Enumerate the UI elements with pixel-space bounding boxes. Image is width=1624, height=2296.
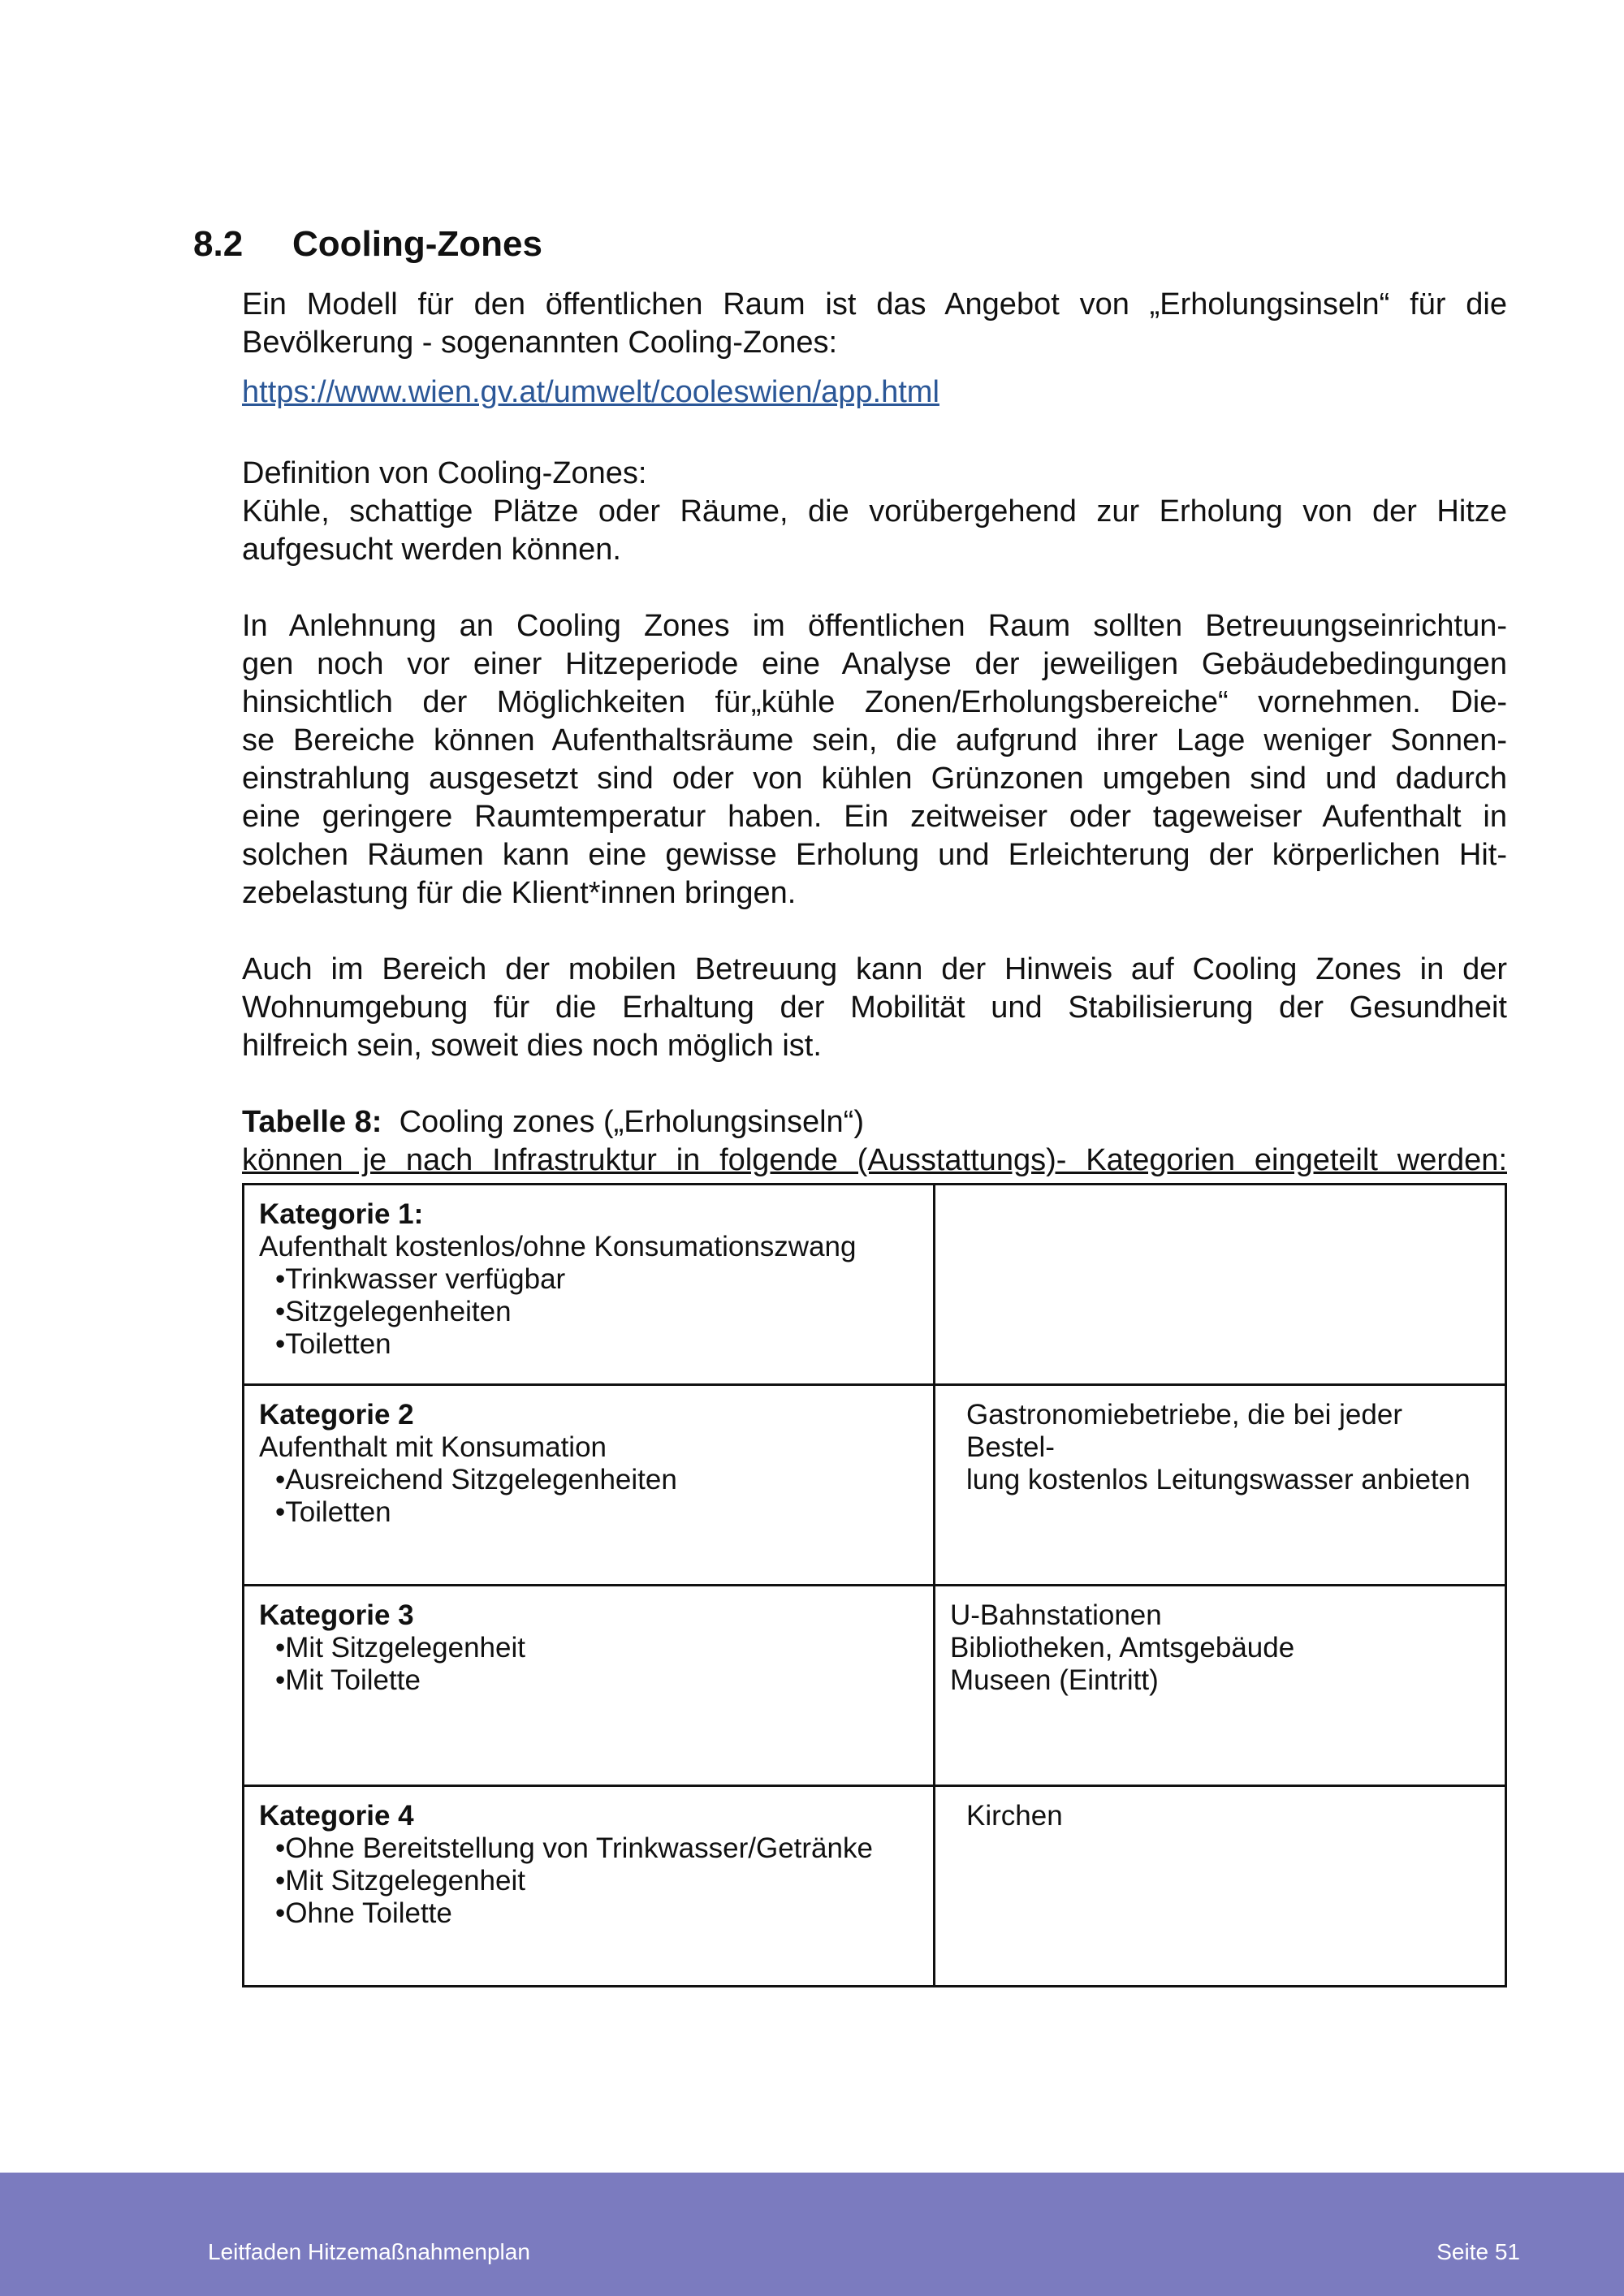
table-caption-title: Cooling zones („Erholungsinseln“) — [399, 1105, 864, 1139]
intro-paragraph — [242, 286, 1507, 362]
paragraph-mobile-care — [242, 951, 1507, 1065]
bullet-item: • Mit Sitzgelegenheit — [259, 1632, 918, 1664]
examples-cell — [935, 1185, 1506, 1385]
bullet-item: • Ohne Bereitstellung von Trinkwasser/Getränke — [259, 1832, 918, 1865]
paragraph1-line: In Anlehnung an Cooling Zones im öffentlichen Raum sollten Betreuungseinrichtun- — [242, 609, 1507, 643]
bullet-item: • Trinkwasser verfügbar — [259, 1263, 918, 1296]
section-number: 8.2 — [193, 224, 244, 264]
definition-paragraph — [242, 455, 1507, 569]
example-line: U-Bahnstationen — [950, 1599, 1162, 1631]
category-title: Kategorie 4 — [259, 1800, 414, 1832]
table-row — [244, 1185, 1506, 1385]
paragraph1-line: gen noch vor einer Hitzeperiode eine Analyse der jeweiligen Gebäudebedingungen — [242, 647, 1507, 681]
examples-cell — [935, 1786, 1506, 1987]
paragraph1-line: hinsichtlich der Möglichkeiten für„kühle Zonen/Erholungsbereiche“ vornehmen. Die- — [242, 685, 1507, 719]
definition-line-1: Kühle, schattige Plätze oder Räume, die vorübergehend zur Erholung von der Hitze — [242, 494, 1507, 529]
cooling-zones-table — [242, 1183, 1507, 1987]
example-line: lung kostenlos Leitungswasser anbieten — [966, 1464, 1471, 1495]
paragraph-analysis — [242, 607, 1507, 913]
category-cell — [244, 1586, 935, 1786]
paragraph1-line: eine geringere Raumtemperatur haben. Ein zeitweiser oder tageweiser Aufenthalt in — [242, 800, 1507, 834]
bullet-item: • Mit Sitzgelegenheit — [259, 1865, 918, 1897]
bullet-item: • Toiletten — [259, 1496, 918, 1529]
paragraph2-line: hilfreich sein, soweit dies noch möglich ist. — [242, 1029, 822, 1063]
category-cell — [244, 1185, 935, 1385]
paragraph2-line: Auch im Bereich der mobilen Betreuung kann der Hinweis auf Cooling Zones in der — [242, 952, 1507, 986]
bullet-item: • Mit Toilette — [259, 1664, 918, 1697]
footer-document-title: Leitfaden Hitzemaßnahmenplan — [208, 2239, 530, 2264]
intro-line-2: Bevölkerung - sogenannten Cooling-Zones: — [242, 326, 838, 360]
definition-label: Definition von Cooling-Zones: — [242, 456, 647, 490]
paragraph1-line: einstrahlung ausgesetzt sind oder von kühlen Grünzonen umgeben sind und dadurch — [242, 762, 1507, 796]
paragraph1-line: zebelastung für die Klient*innen bringen. — [242, 876, 797, 910]
definition-line-2: aufgesucht werden können. — [242, 533, 621, 567]
category-description: Aufenthalt mit Konsumation — [259, 1431, 607, 1463]
section-title: Cooling-Zones — [292, 224, 542, 264]
cooleswien-link[interactable]: https://www.wien.gv.at/umwelt/cooleswien/app.html — [242, 375, 939, 409]
table-row — [244, 1786, 1506, 1987]
category-title: Kategorie 1: — [259, 1198, 424, 1230]
example-line: Bibliotheken, Amtsgebäude — [950, 1632, 1295, 1664]
page-footer — [0, 2173, 1624, 2296]
table-caption-label: Tabelle 8: — [242, 1105, 382, 1139]
category-description: Aufenthalt kostenlos/ohne Konsumationszwang — [259, 1231, 857, 1262]
category-title: Kategorie 3 — [259, 1599, 414, 1631]
paragraph1-line: se Bereiche können Aufenthaltsräume sein, die aufgrund ihrer Lage weniger Sonnen- — [242, 723, 1507, 757]
table-row — [244, 1586, 1506, 1786]
section-heading — [193, 224, 542, 265]
examples-cell — [935, 1586, 1506, 1786]
bullet-item: • Toiletten — [259, 1328, 918, 1361]
footer-page-number: Seite 51 — [1436, 2239, 1520, 2264]
category-title: Kategorie 2 — [259, 1399, 414, 1431]
bullet-item: • Ohne Toilette — [259, 1897, 918, 1930]
table-caption — [242, 1103, 1507, 1180]
intro-line-1: Ein Modell für den öffentlichen Raum ist das Angebot von „Erholungsinseln“ für die — [242, 287, 1507, 322]
paragraph1-line: solchen Räumen kann eine gewisse Erholung und Erleichterung der körperlichen Hit- — [242, 838, 1507, 872]
category-cell — [244, 1385, 935, 1586]
example-line: Museen (Eintritt) — [950, 1664, 1159, 1696]
example-line: Gastronomiebetriebe, die bei jeder Bestel- — [966, 1399, 1402, 1463]
table-caption-subtitle: können je nach Infrastruktur in folgende (Ausstattungs)- Kategorien eingeteilt werden: — [242, 1143, 1507, 1177]
paragraph2-line: Wohnumgebung für die Erhaltung der Mobilität und Stabilisierung der Gesundheit — [242, 990, 1507, 1025]
bullet-item: • Ausreichend Sitzgelegenheiten — [259, 1464, 918, 1496]
category-cell — [244, 1786, 935, 1987]
examples-cell — [935, 1385, 1506, 1586]
table-row — [244, 1385, 1506, 1586]
example-line: Kirchen — [966, 1800, 1063, 1832]
bullet-item: • Sitzgelegenheiten — [259, 1296, 918, 1328]
